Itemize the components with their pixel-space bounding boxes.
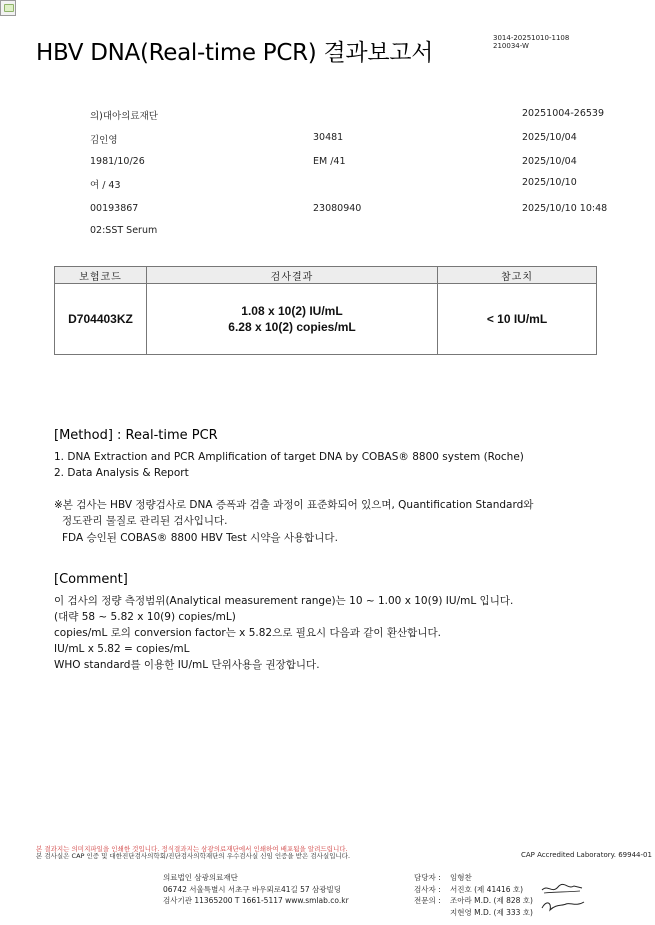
result-copies: 6.28 x 10(2) copies/mL	[228, 320, 356, 334]
receipt-date: 2025/10/04	[522, 156, 577, 167]
staff-labels	[414, 872, 441, 907]
organization-name: 의료법인 삼광의료재단	[163, 873, 238, 882]
sample-number: 23080940	[313, 203, 362, 214]
signature-graphic	[538, 880, 588, 914]
collection-date: 2025/10/04	[522, 132, 577, 143]
method-note-2: 정도관리 물질로 관리된 검사입니다.	[62, 515, 228, 527]
organization-address: 06742 서울특별시 서초구 바우뫼로41길 57 삼광빌딩	[163, 884, 342, 894]
organization-contact: 검사기관 11365200 T 1661-5117 www.smlab.co.kr	[163, 896, 349, 905]
comment-heading: [Comment]	[54, 572, 128, 587]
printout-notice: 본 결과지는 의미지파일을 인쇄한 것입니다. 정식결과지는 삼광의료재단에서 인쇄하여 배포됨을 알려드립니다.	[36, 845, 348, 853]
chart-number: 00193867	[90, 203, 139, 214]
method-note-3: FDA 승인된 COBAS® 8800 HBV Test 시약을 사용합니다.	[62, 532, 338, 544]
results-table	[54, 266, 597, 355]
examiner-name: 서진호 (제 41416 호)	[450, 884, 524, 894]
specimen: 02:SST Serum	[90, 225, 158, 236]
comment-line-2: (대략 58 ~ 5.82 x 10(9) copies/mL)	[54, 611, 236, 623]
results-table-header-row	[55, 267, 597, 284]
document-code-line2: 210034-W	[493, 42, 529, 50]
reference-value: < 10 IU/mL	[438, 284, 597, 355]
method-step-2: 2. Data Analysis & Report	[54, 467, 189, 479]
test-result	[147, 284, 438, 355]
label-specialist: 전문의 :	[414, 896, 441, 905]
header-reference: 참고치	[438, 267, 597, 284]
method-step-1: 1. DNA Extraction and PCR Amplification of target DNA by COBAS® 8800 system (Roche)	[54, 451, 524, 463]
patient-name: 김인영	[90, 135, 118, 146]
cap-accreditation: CAP Accredited Laboratory. 69944-01	[521, 851, 652, 859]
certification-notice: 본 검사실은 CAP 인증 및 대한진단검사의학회/진단검사의학재단의 우수검사실 신임 인증을 받은 검사실입니다.	[36, 852, 351, 860]
comment-line-4: IU/mL x 5.82 = copies/mL	[54, 643, 190, 655]
staff-names	[450, 872, 533, 918]
request-number: 20251004-26539	[522, 108, 605, 119]
method-heading: [Method] : Real-time PCR	[54, 428, 218, 443]
sex-age: 여 / 43	[90, 180, 121, 191]
document-code	[493, 34, 569, 50]
manager-name: 임형찬	[450, 873, 472, 882]
report-datetime: 2025/10/10 10:48	[522, 203, 608, 214]
comment-line-3: copies/mL 로의 conversion factor는 x 5.82으로 필요시 다음과 같이 환산합니다.	[54, 627, 441, 639]
result-iu: 1.08 x 10(2) IU/mL	[241, 304, 343, 318]
test-date: 2025/10/10	[522, 177, 577, 188]
comment-line-5: WHO standard를 이용한 IU/mL 단위사용을 권장합니다.	[54, 659, 320, 671]
broken-image-icon	[0, 0, 16, 16]
institution: 의)대아의료재단	[90, 111, 158, 122]
organization-info	[163, 872, 349, 907]
code-number: 30481	[313, 132, 344, 143]
insurance-code: D704403KZ	[55, 284, 147, 355]
label-examiner: 검사자 :	[414, 884, 441, 894]
report-title: HBV DNA(Real-time PCR) 결과보고서	[36, 40, 434, 66]
table-row	[55, 284, 597, 355]
method-note-1: ※본 검사는 HBV 정량검사로 DNA 증폭과 검출 과정이 표준화되어 있으며, Quantification Standard와	[54, 499, 534, 511]
comment-line-1: 이 검사의 정량 측정범위(Analytical measurement range)는 10 ~ 1.00 x 10(9) IU/mL 입니다.	[54, 595, 514, 607]
header-test-result: 검사결과	[147, 267, 438, 284]
specialist-name-2: 지현영 M.D. (제 333 호)	[450, 907, 533, 917]
birth-date: 1981/10/26	[90, 156, 145, 167]
department: EM /41	[313, 156, 346, 167]
specialist-name-1: 조아라 M.D. (제 828 호)	[450, 896, 533, 905]
label-manager: 담당자 :	[414, 873, 441, 882]
document-code-line1: 3014-20251010-1108	[493, 34, 570, 42]
header-insurance-code: 보험코드	[55, 267, 147, 284]
